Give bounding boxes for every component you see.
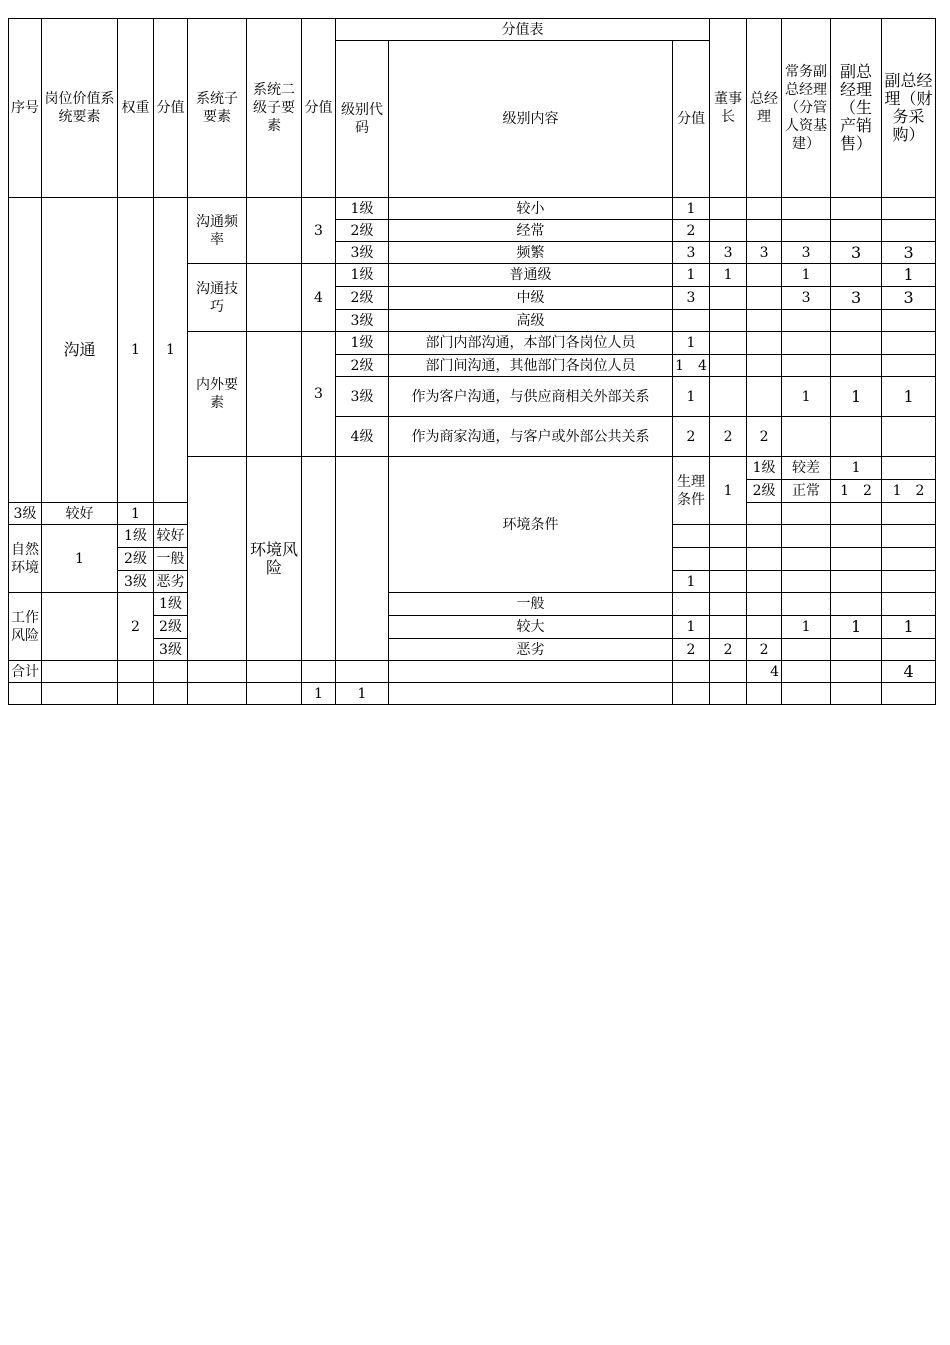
level-score xyxy=(673,548,710,571)
vp-sales-cell xyxy=(831,571,882,593)
sub2-cell: 生理条件 xyxy=(673,457,710,525)
level-score xyxy=(673,593,710,616)
level-score xyxy=(673,525,710,548)
level-code: 2级 xyxy=(154,616,188,639)
gm-cell xyxy=(747,355,782,377)
total-cell xyxy=(336,661,389,683)
blank-cell xyxy=(118,683,154,705)
header-score-table: 分值表 xyxy=(336,19,710,41)
score-cell: 1 xyxy=(154,198,188,503)
level-code: 1级 xyxy=(336,332,389,355)
exec-vp-cell xyxy=(782,639,831,661)
level-code: 3级 xyxy=(336,310,389,332)
header-seq: 序号 xyxy=(9,19,42,198)
score-cell xyxy=(336,457,389,661)
total-gm-cell: 4 xyxy=(747,661,782,683)
sub2-cell xyxy=(247,264,302,332)
blank-cell xyxy=(882,683,936,705)
vp-sales-cell xyxy=(831,310,882,332)
level-score: 1 4 xyxy=(673,355,710,377)
chairman-cell xyxy=(710,220,747,242)
level-content: 一般 xyxy=(389,593,673,616)
element-cell: 沟通 xyxy=(42,198,118,503)
level-score: 1 xyxy=(673,332,710,355)
exec-vp-cell: 3 xyxy=(782,242,831,264)
exec-vp-cell xyxy=(782,220,831,242)
exec-vp-cell xyxy=(782,593,831,616)
vp-fin-cell xyxy=(882,198,936,220)
level-score: 1 xyxy=(673,264,710,287)
blank-cell xyxy=(831,683,882,705)
sub-score-cell: 3 xyxy=(302,198,336,264)
chairman-cell xyxy=(710,310,747,332)
gm-cell xyxy=(747,310,782,332)
gm-cell xyxy=(747,503,782,525)
vp-fin-cell xyxy=(882,417,936,457)
blank-cell xyxy=(188,683,247,705)
vp-fin-cell xyxy=(882,525,936,548)
level-score: 3 xyxy=(673,287,710,310)
sub-score-cell: 2 xyxy=(118,593,154,661)
blank-cell xyxy=(673,683,710,705)
level-score: 1 xyxy=(673,616,710,639)
total-cell xyxy=(782,661,831,683)
chairman-cell xyxy=(710,616,747,639)
chairman-cell xyxy=(710,198,747,220)
total-cell xyxy=(302,661,336,683)
blank-cell xyxy=(247,683,302,705)
exec-vp-cell xyxy=(782,310,831,332)
gm-cell: 2 xyxy=(747,639,782,661)
level-code: 4级 xyxy=(336,417,389,457)
chairman-cell xyxy=(710,332,747,355)
vp-sales-cell: 3 xyxy=(831,242,882,264)
level-code: 3级 xyxy=(9,503,42,525)
chairman-cell xyxy=(710,355,747,377)
level-score xyxy=(673,310,710,332)
total-cell xyxy=(188,661,247,683)
vp-sales-cell xyxy=(831,264,882,287)
level-score: 2 xyxy=(673,220,710,242)
header-vp-fin: 副总经理（财务采购） xyxy=(882,19,936,198)
gm-cell: 3 xyxy=(747,242,782,264)
blank-cell xyxy=(154,683,188,705)
sub-score-cell: 1 xyxy=(42,525,118,593)
vp-sales-cell xyxy=(831,220,882,242)
level-code: 3级 xyxy=(118,571,154,593)
level-code: 1级 xyxy=(747,457,782,480)
level-content: 作为商家沟通，与客户或外部公共关系 xyxy=(389,417,673,457)
total-cell xyxy=(154,661,188,683)
header-level-content: 级别内容 xyxy=(389,41,673,198)
exec-vp-cell: 3 xyxy=(782,287,831,310)
chairman-cell xyxy=(710,593,747,616)
level-code: 3级 xyxy=(154,639,188,661)
sub2-cell: 自然环境 xyxy=(9,525,42,593)
gm-cell: 2 xyxy=(747,417,782,457)
vp-fin-cell: 1 xyxy=(882,616,936,639)
sub-score-cell: 4 xyxy=(302,264,336,332)
exec-vp-cell: 1 xyxy=(782,264,831,287)
exec-vp-cell xyxy=(782,503,831,525)
vp-sales-cell xyxy=(831,355,882,377)
blank-cell xyxy=(710,683,747,705)
seq-cell xyxy=(188,457,247,661)
sub2-cell xyxy=(247,332,302,457)
gm-cell xyxy=(747,571,782,593)
total-vp-fin-cell: 4 xyxy=(882,661,936,683)
blank-cell xyxy=(42,683,118,705)
gm-cell xyxy=(747,287,782,310)
level-code: 2级 xyxy=(336,220,389,242)
vp-fin-cell xyxy=(882,355,936,377)
gm-cell xyxy=(747,525,782,548)
header-sub: 系统子要素 xyxy=(188,19,247,198)
header-gm: 总经理 xyxy=(747,19,782,198)
total-cell xyxy=(710,661,747,683)
header-level-score: 分值 xyxy=(673,41,710,198)
level-score: 2 xyxy=(673,639,710,661)
last-level-code: 1 xyxy=(336,683,389,705)
vp-fin-cell xyxy=(882,571,936,593)
level-content: 恶劣 xyxy=(389,639,673,661)
total-label: 合计 xyxy=(9,661,42,683)
vp-fin-cell xyxy=(882,332,936,355)
header-exec-vp: 常务副总经理（分管人资基建） xyxy=(782,19,831,198)
exec-vp-cell xyxy=(782,198,831,220)
level-content: 高级 xyxy=(389,310,673,332)
vp-sales-cell: 3 xyxy=(831,287,882,310)
total-cell xyxy=(247,661,302,683)
last-sub-score: 1 xyxy=(302,683,336,705)
gm-cell xyxy=(747,377,782,417)
vp-fin-cell xyxy=(882,310,936,332)
level-content: 部门内部沟通，本部门各岗位人员 xyxy=(389,332,673,355)
exec-vp-cell xyxy=(782,548,831,571)
exec-vp-cell xyxy=(782,417,831,457)
level-content: 较大 xyxy=(389,616,673,639)
level-content: 普通级 xyxy=(389,264,673,287)
gm-cell xyxy=(747,264,782,287)
level-code: 3级 xyxy=(336,242,389,264)
total-cell xyxy=(831,661,882,683)
chairman-cell xyxy=(710,571,747,593)
header-score: 分值 xyxy=(154,19,188,198)
level-content: 一般 xyxy=(154,548,188,571)
header-chairman: 董事长 xyxy=(710,19,747,198)
sub2-cell xyxy=(247,198,302,264)
vp-sales-cell: 1 xyxy=(831,377,882,417)
level-content: 较差 xyxy=(782,457,831,480)
exec-vp-cell xyxy=(782,525,831,548)
sub2-cell xyxy=(42,593,118,661)
chairman-cell: 2 xyxy=(710,639,747,661)
chairman-cell xyxy=(710,548,747,571)
vp-sales-cell xyxy=(831,417,882,457)
vp-sales-cell: 1 xyxy=(831,616,882,639)
chairman-cell xyxy=(882,457,936,480)
exec-vp-cell: 1 xyxy=(782,616,831,639)
chairman-cell xyxy=(154,503,188,525)
gm-cell xyxy=(747,332,782,355)
chairman-cell: 1 xyxy=(710,264,747,287)
header-sub2: 系统二级子要素 xyxy=(247,19,302,198)
vp-fin-cell xyxy=(882,639,936,661)
level-content: 部门间沟通，其他部门各岗位人员 xyxy=(389,355,673,377)
sub-score-cell: 3 xyxy=(302,332,336,457)
gm-cell xyxy=(747,593,782,616)
total-cell xyxy=(673,661,710,683)
vp-sales-cell xyxy=(831,593,882,616)
level-code: 2级 xyxy=(336,355,389,377)
vp-sales-cell xyxy=(831,503,882,525)
sub-cell: 工作风险 xyxy=(9,593,42,661)
gm-cell xyxy=(747,548,782,571)
chairman-cell: 1 2 xyxy=(882,480,936,503)
header-vp-sales: 副总经理（生产销售） xyxy=(831,19,882,198)
vp-sales-cell xyxy=(831,548,882,571)
vp-sales-cell xyxy=(831,332,882,355)
element-cell: 环境风险 xyxy=(247,457,302,661)
level-code: 1级 xyxy=(336,264,389,287)
header-element: 岗位价值系统要素 xyxy=(42,19,118,198)
chairman-cell: 2 xyxy=(710,417,747,457)
level-content: 较好 xyxy=(42,503,118,525)
level-code: 2级 xyxy=(747,480,782,503)
seq-cell xyxy=(9,198,42,503)
level-content: 作为客户沟通，与供应商相关外部关系 xyxy=(389,377,673,417)
blank-cell xyxy=(747,683,782,705)
exec-vp-cell xyxy=(782,571,831,593)
vp-fin-cell: 3 xyxy=(882,287,936,310)
level-code: 1级 xyxy=(154,593,188,616)
vp-fin-cell xyxy=(882,220,936,242)
chairman-cell: 3 xyxy=(710,242,747,264)
level-code: 2级 xyxy=(118,548,154,571)
level-code: 3级 xyxy=(336,377,389,417)
level-code: 1级 xyxy=(336,198,389,220)
vp-fin-cell: 3 xyxy=(882,242,936,264)
header-weight: 权重 xyxy=(118,19,154,198)
vp-sales-cell xyxy=(831,525,882,548)
level-content: 中级 xyxy=(389,287,673,310)
exec-vp-cell xyxy=(782,332,831,355)
blank-cell xyxy=(389,683,673,705)
gm-cell xyxy=(747,220,782,242)
level-score: 2 xyxy=(673,417,710,457)
level-score: 1 xyxy=(673,377,710,417)
level-content: 正常 xyxy=(782,480,831,503)
sub-cell: 环境条件 xyxy=(389,457,673,593)
vp-fin-cell: 1 xyxy=(882,377,936,417)
level-score: 1 xyxy=(673,571,710,593)
weight-cell: 1 xyxy=(118,198,154,503)
chairman-cell xyxy=(710,525,747,548)
chairman-cell xyxy=(710,287,747,310)
level-content: 经常 xyxy=(389,220,673,242)
level-score: 1 xyxy=(831,457,882,480)
weight-cell xyxy=(302,457,336,661)
vp-fin-cell xyxy=(882,593,936,616)
level-content: 较小 xyxy=(389,198,673,220)
exec-vp-cell xyxy=(782,355,831,377)
exec-vp-cell: 1 xyxy=(782,377,831,417)
level-score: 3 xyxy=(673,242,710,264)
total-cell xyxy=(118,661,154,683)
level-score: 1 2 xyxy=(831,480,882,503)
blank-cell xyxy=(782,683,831,705)
vp-fin-cell: 1 xyxy=(882,264,936,287)
level-code: 2级 xyxy=(336,287,389,310)
header-level-code: 级别代码 xyxy=(336,41,389,198)
vp-fin-cell xyxy=(882,548,936,571)
chairman-cell xyxy=(710,377,747,417)
sub-cell: 沟通技巧 xyxy=(188,264,247,332)
level-code: 1级 xyxy=(118,525,154,548)
vp-fin-cell xyxy=(882,503,936,525)
header-sub-score: 分值 xyxy=(302,19,336,198)
blank-cell xyxy=(9,683,42,705)
level-score: 1 xyxy=(673,198,710,220)
job-evaluation-table xyxy=(8,18,936,705)
total-cell xyxy=(42,661,118,683)
sub-cell: 内外要素 xyxy=(188,332,247,457)
level-score: 1 xyxy=(118,503,154,525)
vp-sales-cell xyxy=(831,198,882,220)
level-content: 频繁 xyxy=(389,242,673,264)
level-content: 恶劣 xyxy=(154,571,188,593)
vp-sales-cell xyxy=(831,639,882,661)
level-content: 较好 xyxy=(154,525,188,548)
gm-cell xyxy=(747,198,782,220)
total-cell xyxy=(389,661,673,683)
gm-cell xyxy=(747,616,782,639)
sub-score-cell: 1 xyxy=(710,457,747,525)
sub-cell: 沟通频率 xyxy=(188,198,247,264)
